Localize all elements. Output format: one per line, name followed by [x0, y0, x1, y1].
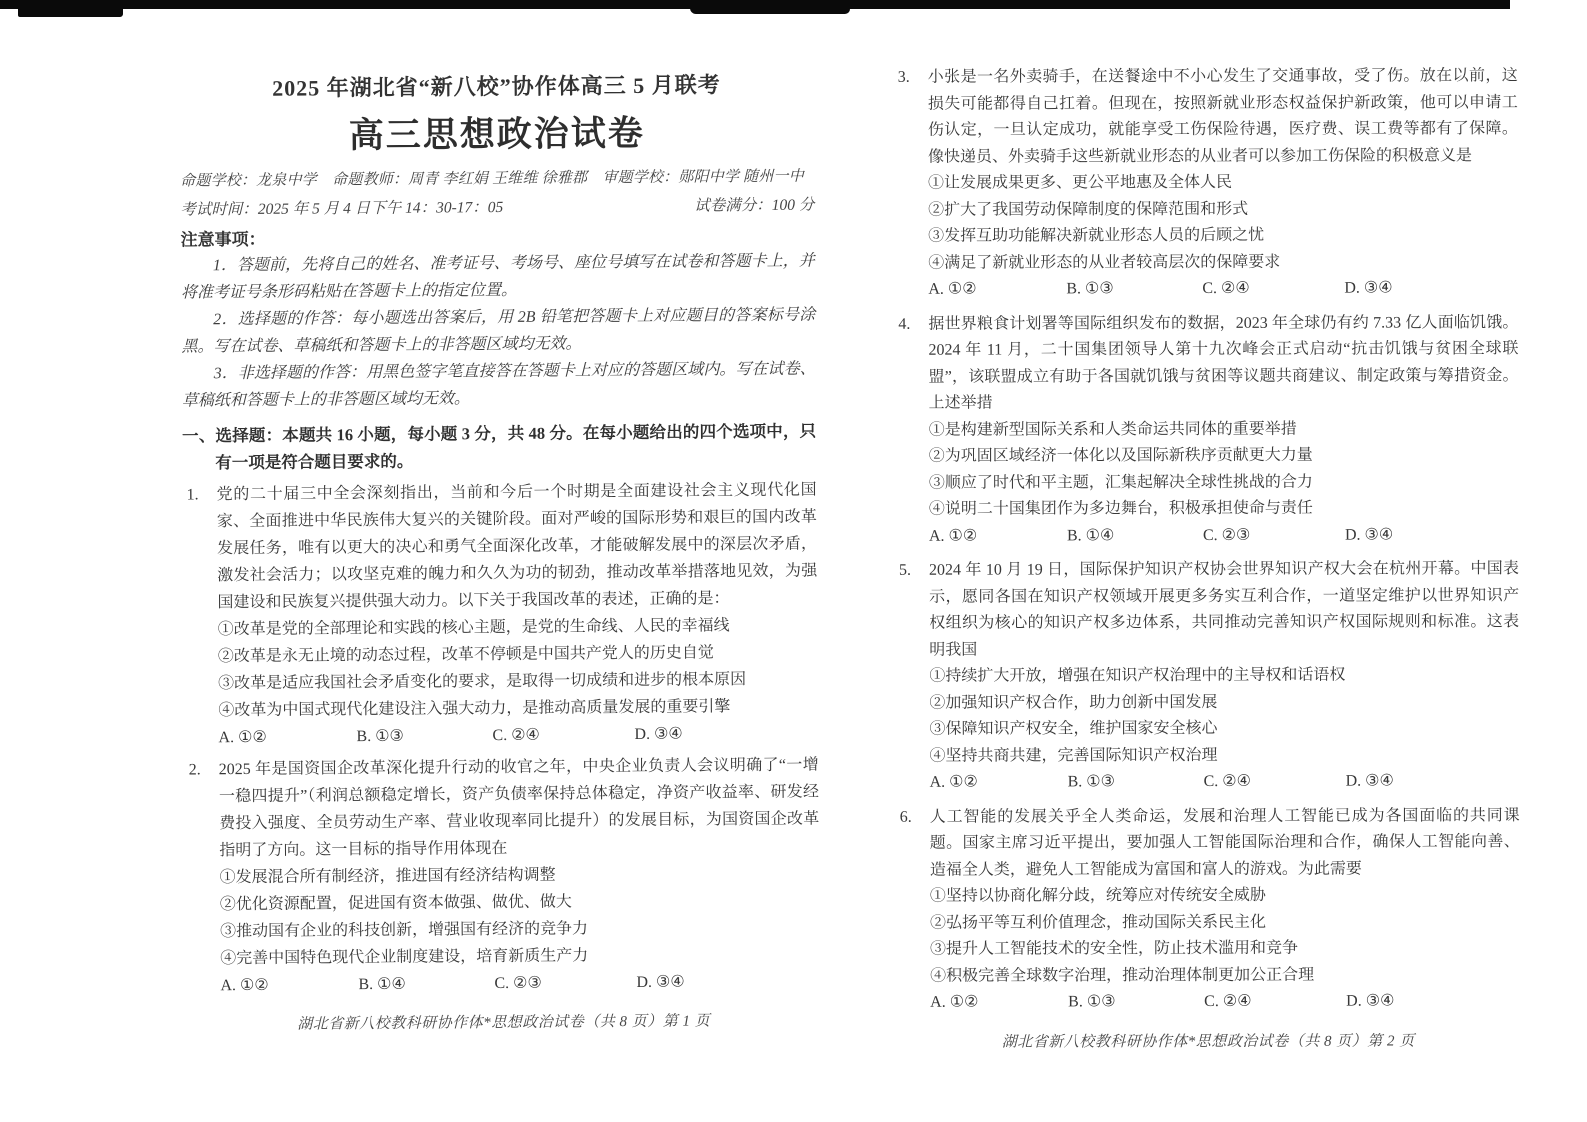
question-item: ①持续扩大开放，增强在知识产权治理中的主导权和话语权: [929, 666, 1346, 685]
question-number: 5.: [899, 561, 912, 579]
question-item: ①是构建新型国际关系和人类命运共同体的重要举措: [928, 420, 1297, 439]
question-items: [929, 662, 1519, 770]
question-item: ③改革是适应我国社会矛盾变化的要求，是取得一切成绩和进步的根本原因: [218, 671, 747, 693]
question-item: ③保障知识产权安全，维护国家安全核心: [929, 719, 1218, 738]
scan-artifact-blob-mid: [690, 0, 850, 14]
question-items: [930, 882, 1520, 990]
question-body: [930, 803, 1521, 1017]
choice-B: B. ①③: [1068, 993, 1116, 1011]
question: [894, 310, 1519, 550]
question-body: [929, 556, 1520, 796]
scan-artifact-blob-left: [18, 0, 123, 17]
question: [182, 477, 818, 752]
choice-D: D. ③④: [1344, 526, 1394, 544]
question-item: ①让发展成果更多、更公平地惠及全体人民: [928, 173, 1233, 192]
question: [896, 803, 1521, 1017]
questions-page-2: [894, 63, 1520, 1016]
exam-title: 2025 年湖北省“新八校”协作体高三 5 月联考: [272, 72, 721, 101]
question-item: ②优化资源配置，促进国有资本做强、做优、做大: [219, 893, 572, 914]
page-footer-2: 湖北省新八校教科研协作体*思想政治试卷（共 8 页）第 2 页: [1001, 1032, 1415, 1051]
question-stem: 2025 年是国资国企改革深化提升行动的收官之年，中央企业负责人会议明确了“一增一稳四提升”（利润总额稳定增长，资产负债率保持总体稳定，净资产收益率、研发经费投入强度、全员劳动生产率、营业收现率同比提升）的发展目标，为国资国企改革指明了方向。这一目标的指导作用体现在: [218, 756, 820, 860]
question-item: ②为巩固区域经济一体化以及国际新秩序贡献更大力量: [928, 446, 1313, 465]
question-item: ②扩大了我国劳动保障制度的保障范围和形式: [928, 200, 1249, 219]
question-item: ②弘扬平等互利价值理念，推动国际关系民主化: [929, 913, 1267, 932]
question-item: ③推动国有企业的科技创新，增强国有经济的竞争力: [219, 920, 589, 941]
question-item: ④坚持共商共建，完善国际知识产权治理: [929, 746, 1218, 765]
exam-time: 考试时间：2025 年 5 月 4 日下午 14：30-17：05: [180, 198, 504, 219]
question-body: [219, 752, 821, 1000]
question-choices: [930, 768, 1520, 796]
question-choices: [930, 988, 1520, 1016]
choice-A: A. ①②: [928, 527, 978, 545]
choice-D: D. ③④: [1345, 772, 1394, 790]
question-number: 6.: [899, 808, 912, 826]
question-body: [928, 310, 1519, 550]
question-item: ①发展混合所有制经济，推进国有经济结构调整: [219, 866, 556, 887]
choice-D: D. ③④: [634, 725, 683, 743]
question-item: ①坚持以协商化解分歧，统筹应对传统安全威胁: [929, 886, 1266, 905]
choice-A: A. ①②: [220, 976, 269, 995]
choice-B: B. ①③: [356, 727, 404, 746]
choice-B: B. ①③: [1067, 773, 1115, 791]
question-items: [929, 416, 1519, 524]
note-paragraph: 3．非选择题的作答：用黑色签字笔直接答在答题卡上对应的答题区域内。写在试卷、草稿纸和答题卡上的非答题区域均无效。: [181, 360, 816, 410]
exam-page-1: [179, 54, 821, 1035]
choice-B: B. ①④: [358, 975, 406, 994]
exam-time-row: [180, 193, 814, 220]
question-stem: 2024 年 10 月 19 日，国际保护知识产权协会世界知识产权大会在杭州开幕。中国表示，愿同各国在知识产权领域开展更多务实互利合作，一道坚定维护以世界知识产权组织为核心的知识产权多边体系，共同推动完善知识产权国际规则和标准。这表明我国: [929, 560, 1520, 659]
question-items: [218, 612, 819, 725]
question: [894, 63, 1519, 303]
choice-A: A. ①②: [929, 773, 978, 791]
note-paragraph: 2．选择题的作答：每小题选出答案后，用 2B 铅笔把答题卡上对应题目的答案标号涂黑。写在试卷、草稿纸和答题卡上的非答题区域均无效。: [181, 306, 816, 356]
question-item: ②加强知识产权合作，助力创新中国发展: [929, 693, 1218, 712]
question-stem: 党的二十届三中全会深刻指出，当前和今后一个时期是全面建设社会主义现代化国家、全面推进中华民族伟大复兴的关键阶段。面对严峻的国际形势和艰巨的国内改革发展任务，唯有以更大的决心和勇气全面深化改革，才能破解发展中的深层次矛盾，激发社会活力；以攻坚克难的魄力和久久为功的韧劲，推动改革举措落地见效，为强国建设和民族复兴提供强大动力。以下关于我国改革的表述，正确的是：: [216, 481, 818, 612]
question-choices: [220, 967, 820, 999]
choice-B: B. ①④: [1066, 526, 1115, 544]
question-choices: [218, 720, 818, 752]
question-stem: 据世界粮食计划署等国际组织发布的数据，2023 年全球仍有约 7.33 亿人面临饥饿。2024 年 11 月，二十国集团领导人第十九次峰会正式启动“抗击饥饿与贫困全球联盟”，该联盟成立有助于各国就饥饿与贫困等议题共商建议、制定政策与筹措资金。上述举措: [928, 313, 1519, 412]
question-items: [928, 169, 1518, 277]
notes-title: 注意事项：: [180, 229, 266, 250]
section-heading: 一、选择题：本题共 16 小题，每小题 3 分，共 48 分。在每小题给出的四个选项中，只有一项是符合题目要求的。: [182, 421, 817, 473]
exam-meta-schools: 命题学校：龙泉中学 命题教师：周青 李红娟 王维维 徐雅郡 审题学校：郧阳中学 随州一中: [180, 168, 804, 190]
question-item: ④完善中国特色现代企业制度建设，培育新质生产力: [220, 947, 589, 968]
choice-D: D. ③④: [636, 973, 685, 991]
question-body: [216, 477, 818, 752]
question-item: ③提升人工智能技术的安全性，防止技术滥用和竞争: [930, 939, 1299, 958]
question-item: ①改革是党的全部理论和实践的核心主题，是党的生命线、人民的幸福线: [217, 617, 730, 639]
exam-page-2: [894, 55, 1521, 1051]
question-choices: [929, 522, 1519, 550]
question-stem: 人工智能的发展关乎全人类命运，发展和治理人工智能已成为各国面临的共同课题。国家主席习近平提出，要加强人工智能国际治理和合作，确保人工智能向善、造福全人类，避免人工智能成为富国和富人的游戏。为此需要: [929, 806, 1520, 879]
question-choices: [928, 275, 1518, 303]
choice-B: B. ①③: [1066, 280, 1114, 298]
question-item: ③发挥互助功能解决新就业形态人员的后顾之忧: [928, 226, 1265, 245]
choice-A: A. ①②: [218, 728, 267, 747]
question-stem: 小张是一名外卖骑手，在送餐途中不小心发生了交通事故，受了伤。放在以前，这损失可能都得自己扛着。但现在，按照新就业形态权益保护新政策，他可以申请工伤认定，一旦认定成功，就能享受工伤保险待遇，医疗费、误工费等都有了保障。像快递员、外卖骑手这些新就业形态的从业者可以参加工伤保险的积极意义是: [927, 67, 1518, 166]
choice-C: C. ②④: [1204, 992, 1252, 1011]
note-paragraph: 1．答题前，先将自己的姓名、准考证号、考场号、座位号填写在试卷和答题卡上，并将准考证号条形码粘贴在答题卡上的指定位置。: [180, 252, 815, 302]
question-item: ④满足了新就业形态的从业者较高层次的保障要求: [928, 253, 1281, 272]
question-item: ④说明二十国集团作为多边舞台，积极承担使命与责任: [928, 499, 1313, 518]
question-number: 3.: [897, 68, 910, 86]
paper-title: 高三思想政治试卷: [348, 113, 645, 156]
questions-page-1: [182, 477, 820, 1000]
choice-C: C. ②④: [1202, 279, 1250, 298]
choice-D: D. ③④: [1344, 279, 1393, 297]
question-number: 1.: [186, 486, 199, 504]
choice-C: C. ②③: [494, 974, 542, 993]
full-score: 试卷满分：100 分: [694, 196, 815, 215]
choice-A: A. ①②: [930, 993, 979, 1011]
question-items: [220, 860, 821, 973]
question-item: ②改革是永无止境的动态过程，改革不停顿是中国共产党人的历史自觉: [217, 644, 714, 666]
question-number: 4.: [898, 315, 911, 333]
choice-A: A. ①②: [928, 280, 977, 298]
page-footer-1: 湖北省新八校教科研协作体*思想政治试卷（共 8 页）第 1 页: [297, 1013, 711, 1033]
choice-C: C. ②④: [492, 726, 540, 745]
choice-C: C. ②④: [1203, 772, 1251, 791]
notes-list: [181, 248, 816, 415]
question-item: ④改革为中国式现代化建设注入强大动力，是推动高质量发展的重要引擎: [218, 698, 731, 720]
question-body: [928, 63, 1519, 303]
question-item: ④积极完善全球数字治理，推动治理体制更加公正合理: [930, 966, 1315, 985]
question-item: ③顺应了时代和平主题，汇集起解决全球性挑战的合力: [928, 473, 1313, 492]
question: [185, 752, 821, 1000]
question-number: 2.: [188, 761, 201, 779]
choice-C: C. ②③: [1202, 526, 1251, 544]
question: [895, 556, 1520, 796]
choice-D: D. ③④: [1346, 992, 1395, 1010]
